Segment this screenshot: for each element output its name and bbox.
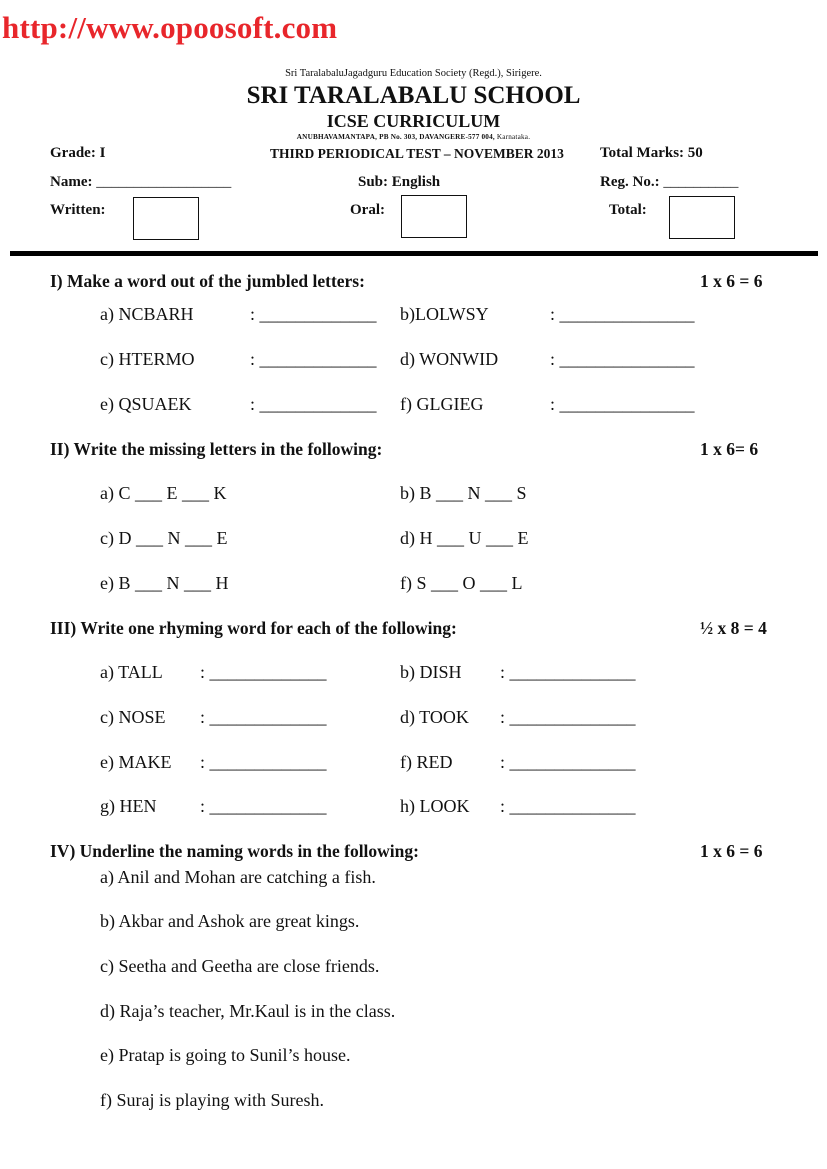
section-2-marks: 1 x 6= 6 bbox=[700, 439, 759, 459]
jumble-item-b: b)LOLWSY bbox=[400, 304, 489, 324]
rhyme-item-c: c) NOSE bbox=[100, 707, 166, 727]
section-1-marks: 1 x 6 = 6 bbox=[700, 271, 763, 291]
rhyme-answer-f[interactable] bbox=[500, 752, 636, 773]
name-field[interactable] bbox=[50, 174, 231, 191]
regno-label: Reg. No.: bbox=[600, 174, 664, 190]
answer-blank[interactable]: ______________ bbox=[509, 796, 636, 816]
answer-blank[interactable]: _______________ bbox=[559, 304, 695, 324]
answer-blank[interactable]: _______________ bbox=[559, 394, 695, 414]
colon: : bbox=[250, 304, 256, 324]
sentence-a[interactable]: a) Anil and Mohan are catching a fish. bbox=[100, 867, 376, 887]
answer-blank[interactable]: _____________ bbox=[259, 394, 377, 414]
answer-blank[interactable]: _____________ bbox=[259, 304, 377, 324]
rhyme-item-g: g) HEN bbox=[100, 796, 157, 816]
colon: : bbox=[550, 304, 556, 324]
address-state: Karnataka. bbox=[494, 133, 531, 141]
colon: : bbox=[200, 796, 206, 816]
colon: : bbox=[250, 349, 256, 369]
jumble-item-c: c) HTERMO bbox=[100, 349, 195, 369]
colon: : bbox=[200, 752, 206, 772]
missing-letters-e[interactable]: e) B ___ N ___ H bbox=[100, 573, 229, 593]
section-2-title: II) Write the missing letters in the following: bbox=[50, 439, 383, 459]
subject-label: Sub: English bbox=[358, 174, 441, 190]
total-label: Total: bbox=[609, 202, 647, 218]
section-1-title: I) Make a word out of the jumbled letters: bbox=[50, 271, 365, 291]
school-name: SRI TARALABALU SCHOOL bbox=[246, 82, 581, 109]
rhyme-answer-h[interactable] bbox=[500, 796, 636, 817]
answer-blank[interactable]: _____________ bbox=[209, 662, 327, 682]
missing-letters-d[interactable]: d) H ___ U ___ E bbox=[400, 528, 529, 548]
jumble-item-e: e) QSUAEK bbox=[100, 394, 192, 414]
colon: : bbox=[200, 662, 206, 682]
missing-letters-a[interactable]: a) C ___ E ___ K bbox=[100, 483, 227, 503]
school-address bbox=[0, 133, 827, 141]
oral-marks-box[interactable] bbox=[401, 195, 467, 238]
written-label: Written: bbox=[50, 202, 106, 218]
jumble-answer-f[interactable] bbox=[550, 394, 695, 415]
total-marks-box[interactable] bbox=[669, 196, 735, 239]
header-divider bbox=[10, 251, 818, 256]
watermark-url: http://www.opoosoft.com bbox=[2, 10, 338, 45]
society-name: Sri TaralabaluJagadguru Education Society (Regd.), Sirigere. bbox=[285, 68, 542, 79]
missing-letters-f[interactable]: f) S ___ O ___ L bbox=[400, 573, 523, 593]
curriculum-title: ICSE CURRICULUM bbox=[326, 111, 501, 131]
name-blank[interactable]: __________________ bbox=[96, 174, 232, 190]
sentence-c[interactable]: c) Seetha and Geetha are close friends. bbox=[100, 956, 380, 976]
rhyme-answer-b[interactable] bbox=[500, 662, 636, 683]
total-marks: Total Marks: 50 bbox=[600, 145, 703, 161]
answer-blank[interactable]: _____________ bbox=[209, 752, 327, 772]
colon: : bbox=[250, 394, 256, 414]
colon: : bbox=[500, 707, 506, 727]
sentence-b[interactable]: b) Akbar and Ashok are great kings. bbox=[100, 911, 360, 931]
rhyme-answer-g[interactable] bbox=[200, 796, 327, 817]
answer-blank[interactable]: _____________ bbox=[209, 707, 327, 727]
colon: : bbox=[500, 796, 506, 816]
jumble-answer-d[interactable] bbox=[550, 349, 695, 370]
rhyme-item-b: b) DISH bbox=[400, 662, 462, 682]
sentence-e[interactable]: e) Pratap is going to Sunil’s house. bbox=[100, 1045, 351, 1065]
rhyme-answer-d[interactable] bbox=[500, 707, 636, 728]
jumble-item-f: f) GLGIEG bbox=[400, 394, 484, 414]
rhyme-answer-e[interactable] bbox=[200, 752, 327, 773]
missing-letters-b[interactable]: b) B ___ N ___ S bbox=[400, 483, 527, 503]
sentence-f[interactable]: f) Suraj is playing with Suresh. bbox=[100, 1090, 324, 1110]
jumble-item-a: a) NCBARH bbox=[100, 304, 194, 324]
rhyme-answer-a[interactable] bbox=[200, 662, 327, 683]
section-4-title: IV) Underline the naming words in the following: bbox=[50, 841, 419, 861]
colon: : bbox=[550, 349, 556, 369]
regno-blank[interactable]: __________ bbox=[663, 174, 739, 190]
answer-blank[interactable]: _______________ bbox=[559, 349, 695, 369]
rhyme-item-a: a) TALL bbox=[100, 662, 163, 682]
grade-label: Grade: I bbox=[50, 145, 106, 161]
answer-blank[interactable]: _____________ bbox=[259, 349, 377, 369]
colon: : bbox=[500, 752, 506, 772]
answer-blank[interactable]: ______________ bbox=[509, 662, 636, 682]
jumble-answer-e[interactable] bbox=[250, 394, 377, 415]
colon: : bbox=[500, 662, 506, 682]
address-bold: ANUBHAVAMANTAPA, PB No. 303, DAVANGERE-577 004, bbox=[296, 133, 495, 141]
jumble-answer-b[interactable] bbox=[550, 304, 695, 325]
answer-blank[interactable]: ______________ bbox=[509, 707, 636, 727]
rhyme-answer-c[interactable] bbox=[200, 707, 327, 728]
test-title: THIRD PERIODICAL TEST – NOVEMBER 2013 bbox=[270, 146, 564, 161]
rhyme-item-f: f) RED bbox=[400, 752, 453, 772]
section-4-marks: 1 x 6 = 6 bbox=[700, 841, 763, 861]
written-marks-box[interactable] bbox=[133, 197, 199, 240]
answer-blank[interactable]: _____________ bbox=[209, 796, 327, 816]
colon: : bbox=[550, 394, 556, 414]
oral-label: Oral: bbox=[350, 202, 385, 218]
missing-letters-c[interactable]: c) D ___ N ___ E bbox=[100, 528, 228, 548]
sentence-d[interactable]: d) Raja’s teacher, Mr.Kaul is in the class. bbox=[100, 1001, 396, 1021]
rhyme-item-h: h) LOOK bbox=[400, 796, 470, 816]
jumble-answer-c[interactable] bbox=[250, 349, 377, 370]
rhyme-item-e: e) MAKE bbox=[100, 752, 172, 772]
regno-field[interactable] bbox=[600, 174, 738, 191]
jumble-answer-a[interactable] bbox=[250, 304, 377, 325]
rhyme-item-d: d) TOOK bbox=[400, 707, 469, 727]
colon: : bbox=[200, 707, 206, 727]
answer-blank[interactable]: ______________ bbox=[509, 752, 636, 772]
jumble-item-d: d) WONWID bbox=[400, 349, 499, 369]
section-3-marks: ½ x 8 = 4 bbox=[700, 618, 767, 638]
name-label: Name: bbox=[50, 174, 97, 190]
section-3-title: III) Write one rhyming word for each of the following: bbox=[50, 618, 457, 638]
